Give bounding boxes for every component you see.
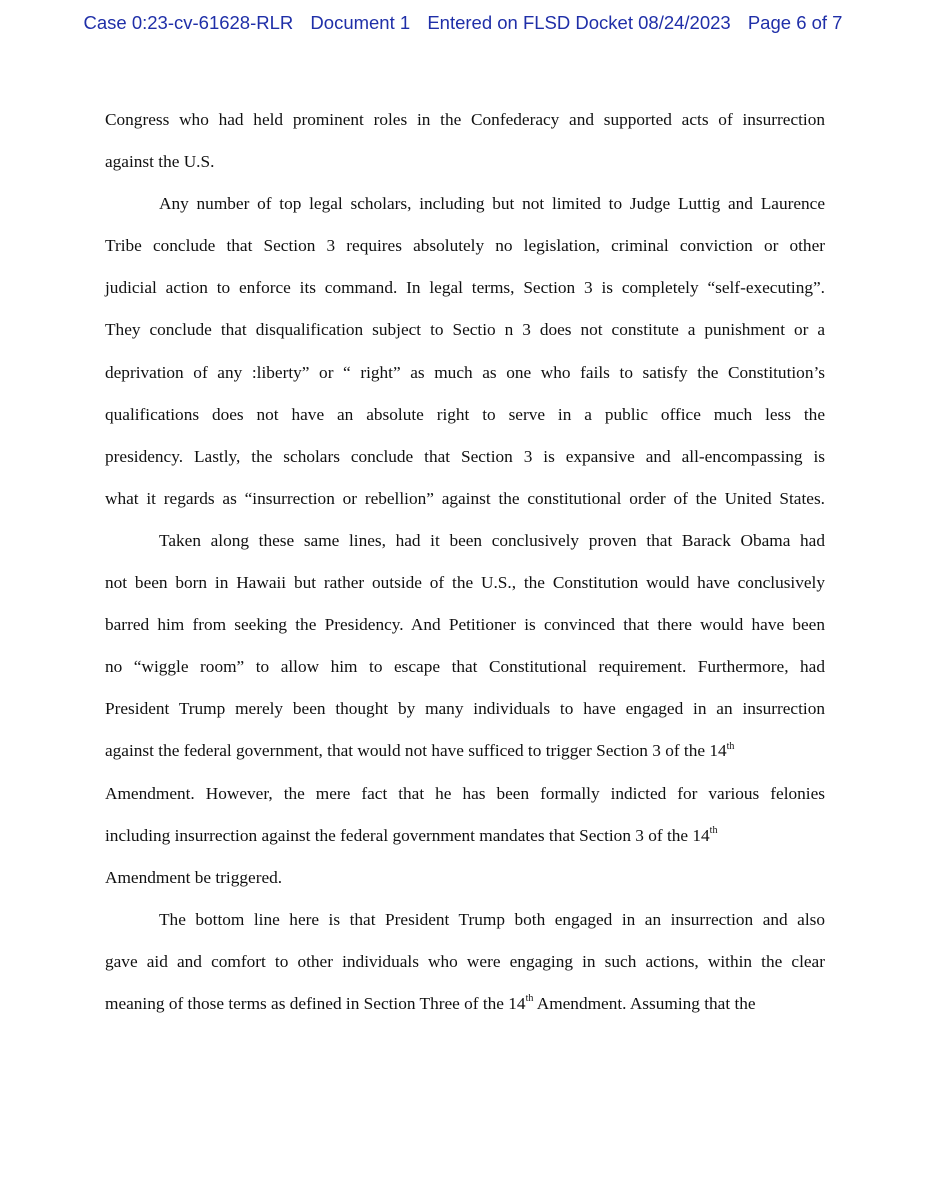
text-line: Congress who had held prominent roles in the Confederacy and supported acts of insurrection: [105, 110, 825, 129]
text-line: President Trump merely been thought by many individuals to have engaged in an insurrection: [105, 699, 825, 719]
text-line: no “wiggle room” to allow him to escape that Constitutional requirement. Furthermore, had: [105, 657, 825, 677]
text-line: Any number of top legal scholars, including but not limited to Judge Luttig and Laurence: [159, 194, 825, 214]
text-line: The bottom line here is that President Trump both engaged in an insurrection and also: [159, 909, 825, 929]
text-line: Amendment. However, the mere fact that he has been formally indicted for various felonies: [105, 783, 825, 803]
text-line-with-superscript: [105, 815, 825, 857]
text-line: against the U.S.: [105, 152, 215, 172]
text-segment: including insurrection against the federal government mandates that Section 3 of the 14: [105, 825, 710, 845]
text-line-with-superscript: [105, 983, 825, 1025]
text-line: barred him from seeking the Presidency. And Petitioner is convinced that there would have been: [105, 615, 825, 635]
text-segment: against the federal government, that would not have sufficed to trigger Section 3 of the 14: [105, 741, 727, 761]
text-line: Amendment be triggered.: [105, 867, 283, 887]
ecf-header: [0, 10, 926, 36]
text-line: not been born in Hawaii but rather outside of the U.S., the Constitution would have conclusively: [105, 573, 825, 593]
text-line-with-superscript: [105, 730, 825, 772]
text-line: Tribe conclude that Section 3 requires absolutely no legislation, criminal conviction or other: [105, 236, 825, 256]
page-number: Page 6 of 7: [747, 12, 843, 33]
case-number: Case 0:23-cv-61628-RLR: [83, 12, 294, 33]
text-line: Taken along these same lines, had it been conclusively proven that Barack Obama had: [159, 530, 825, 550]
superscript: th: [726, 740, 735, 752]
text-line: deprivation of any :liberty” or “ right” as much as one who fails to satisfy the Constitution’s: [105, 362, 825, 382]
text-segment: Amendment. Assuming that the: [533, 993, 756, 1013]
docket-entry: Entered on FLSD Docket 08/24/2023: [427, 12, 731, 33]
text-line: They conclude that disqualification subject to Sectio n 3 does not constitute a punishment or a: [105, 320, 825, 340]
text-line: qualifications does not have an absolute right to serve in a public office much less the: [105, 404, 825, 424]
document-number: Document 1: [310, 12, 411, 33]
text-segment: meaning of those terms as defined in Section Three of the 14: [105, 993, 526, 1013]
text-line: gave aid and comfort to other individuals who were engaging in such actions, within the clear: [105, 951, 825, 971]
text-line: judicial action to enforce its command. In legal terms, Section 3 is completely “self-executing”.: [105, 278, 825, 298]
text-line: what it regards as “insurrection or rebellion” against the constitutional order of the United States.: [105, 488, 825, 508]
body-text: [105, 99, 825, 1025]
superscript: th: [709, 824, 718, 836]
superscript: th: [525, 993, 534, 1005]
text-line: presidency. Lastly, the scholars conclude that Section 3 is expansive and all-encompassing is: [105, 446, 825, 466]
